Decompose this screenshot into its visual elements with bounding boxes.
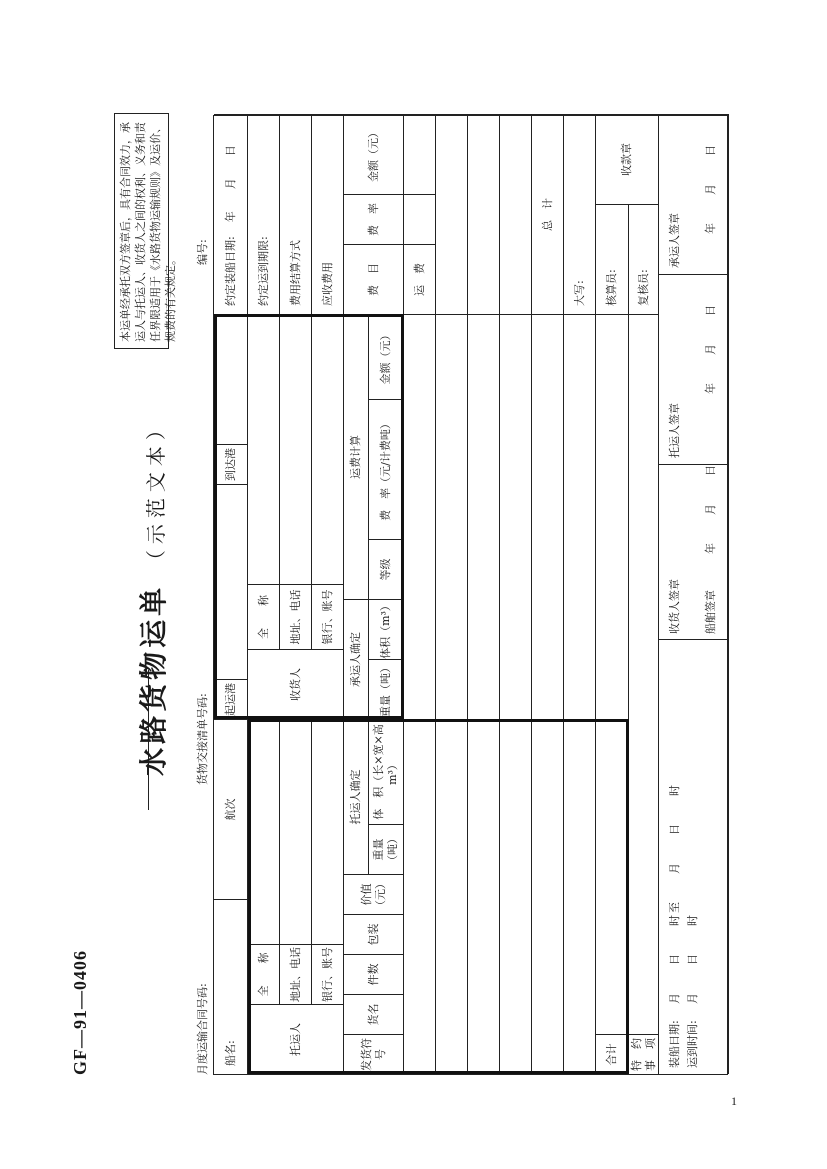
fee-item-header: 费 目 xyxy=(344,244,404,314)
freight-amount-field[interactable] xyxy=(404,114,436,194)
special-terms-label: 特 约事 项 xyxy=(629,1034,659,1074)
origin-port-cell: 起运港 xyxy=(214,679,248,719)
consignee-sign-label: 收货人签章 xyxy=(668,579,681,634)
receivable-label: 应收费用 xyxy=(312,114,344,314)
shipper-weight-header: 重量（吨） xyxy=(369,824,404,874)
table-row[interactable] xyxy=(564,314,596,1074)
table-row[interactable] xyxy=(436,314,468,1074)
shipper-label: 托运人 xyxy=(248,1004,344,1074)
handover-list-label: 货物交接清单号码: xyxy=(196,693,209,785)
consignee-address-label: 地址、电话 xyxy=(280,584,312,649)
reviewer-label: 复核员: xyxy=(629,204,659,314)
origin-port-value[interactable] xyxy=(214,484,248,679)
load-date-label: 约定装船日期: xyxy=(223,236,237,306)
capital-amount-label: 大写: xyxy=(564,114,596,314)
shipper-confirm-header: 托运人确定 xyxy=(344,719,369,874)
voyage-cell: 航次 xyxy=(214,719,248,899)
serial-number-label: 编号: xyxy=(196,239,209,265)
pieces-header: 件数 xyxy=(344,954,404,994)
settlement-method-label: 费用结算方式 xyxy=(280,114,312,314)
shipper-volume-header: 体 积（长×宽×高m³） xyxy=(369,719,404,824)
shipper-address-field[interactable] xyxy=(280,719,312,944)
load-date-bottom-label: 装船日期: xyxy=(668,1020,681,1068)
arrival-time-units: 月 日 时 xyxy=(686,913,699,1004)
legal-notice: 本运单经承托双方签章后，具有合同效力，承运人与托运人、收货人之间的权利、义务和责任界限适用于《水路货物运输规则》及运价、规费的有关规定。 xyxy=(114,113,169,349)
title-subtitle: （示范文本） xyxy=(144,414,168,571)
consignee-fullname-label: 全 称 xyxy=(248,584,280,649)
shipper-fullname-label: 全 称 xyxy=(248,944,280,1004)
load-date-units: 年 月 日 xyxy=(223,145,237,223)
shipper-bank-label: 银行、账号 xyxy=(312,944,344,1004)
carrier-sign-label: 承运人签章 xyxy=(668,213,681,268)
goods-name-header: 货名 xyxy=(344,994,404,1034)
freight-calc-header: 运费计算 xyxy=(344,314,369,599)
arrival-deadline-label: 约定运到期限: xyxy=(248,114,280,314)
table-row[interactable] xyxy=(468,314,500,1074)
page-number: 1 xyxy=(731,1094,737,1108)
shipper-bank-field[interactable] xyxy=(312,719,344,944)
fee-rate-header: 费 率 xyxy=(344,194,404,244)
ship-sign-label: 船舶签章 xyxy=(704,590,717,634)
waybill-form xyxy=(70,115,750,1075)
consignee-label: 收货人 xyxy=(248,649,344,719)
dest-port-value[interactable] xyxy=(214,314,248,444)
arrival-time-label: 运到时间: xyxy=(686,1020,699,1068)
contract-number-label: 月度运输合同号码: xyxy=(196,983,209,1075)
grade-header: 等级 xyxy=(369,539,404,599)
shipper-sign-date: 年 月 日 xyxy=(704,303,717,394)
payment-stamp-label: 收款章 xyxy=(596,114,659,204)
form-code: GF—91—0406 xyxy=(70,950,90,1075)
consignee-bank-label: 银行、账号 xyxy=(312,584,344,649)
fee-row[interactable] xyxy=(468,114,500,314)
freight-rate-field[interactable] xyxy=(404,194,436,244)
amount-header: 金额（元） xyxy=(369,314,404,399)
rate-header: 费 率（元/计费吨） xyxy=(369,399,404,539)
fee-row[interactable] xyxy=(500,114,532,314)
fee-amount-header: 金额（元） xyxy=(344,114,404,194)
carrier-sign-date: 年 月 日 xyxy=(704,143,717,234)
total-fee-row: 总 计 xyxy=(532,114,564,314)
special-terms-field[interactable] xyxy=(629,314,659,1034)
ship-name-cell: 船名: xyxy=(214,899,248,1074)
title-main: 水路货物运单 xyxy=(137,583,170,776)
waybill-grid xyxy=(213,115,728,1075)
load-date-bottom-units: 月 日 时至 月 日 时 xyxy=(668,783,681,1004)
load-date-cell xyxy=(214,114,248,314)
carrier-confirm-header: 承运人确定 xyxy=(344,599,369,719)
shipper-sign-label: 托运人签章 xyxy=(668,403,681,458)
total-row[interactable] xyxy=(596,314,629,1034)
carrier-weight-header: 重量（吨） xyxy=(369,659,404,719)
table-row[interactable] xyxy=(404,314,436,1074)
consignee-sign-date: 年 月 日 xyxy=(704,463,717,554)
checker-label: 核算员: xyxy=(596,204,629,314)
mark-header: 发货符号 xyxy=(344,1034,404,1074)
shipper-address-label: 地址、电话 xyxy=(280,944,312,1004)
table-row[interactable] xyxy=(532,314,564,1074)
dest-port-cell: 到达港 xyxy=(214,444,248,484)
carrier-volume-header: 体积（m³） xyxy=(369,599,404,659)
table-row[interactable] xyxy=(500,314,532,1074)
packing-header: 包装 xyxy=(344,914,404,954)
shipper-fullname-field[interactable] xyxy=(248,719,280,944)
freight-fee-label: 运 费 xyxy=(404,244,436,314)
total-label: 合计 xyxy=(596,1034,629,1074)
fee-row[interactable] xyxy=(436,114,468,314)
consignee-fullname-field[interactable] xyxy=(248,314,280,584)
consignee-bank-field[interactable] xyxy=(312,314,344,584)
value-header: 价值（元） xyxy=(344,874,404,914)
consignee-address-field[interactable] xyxy=(280,314,312,584)
